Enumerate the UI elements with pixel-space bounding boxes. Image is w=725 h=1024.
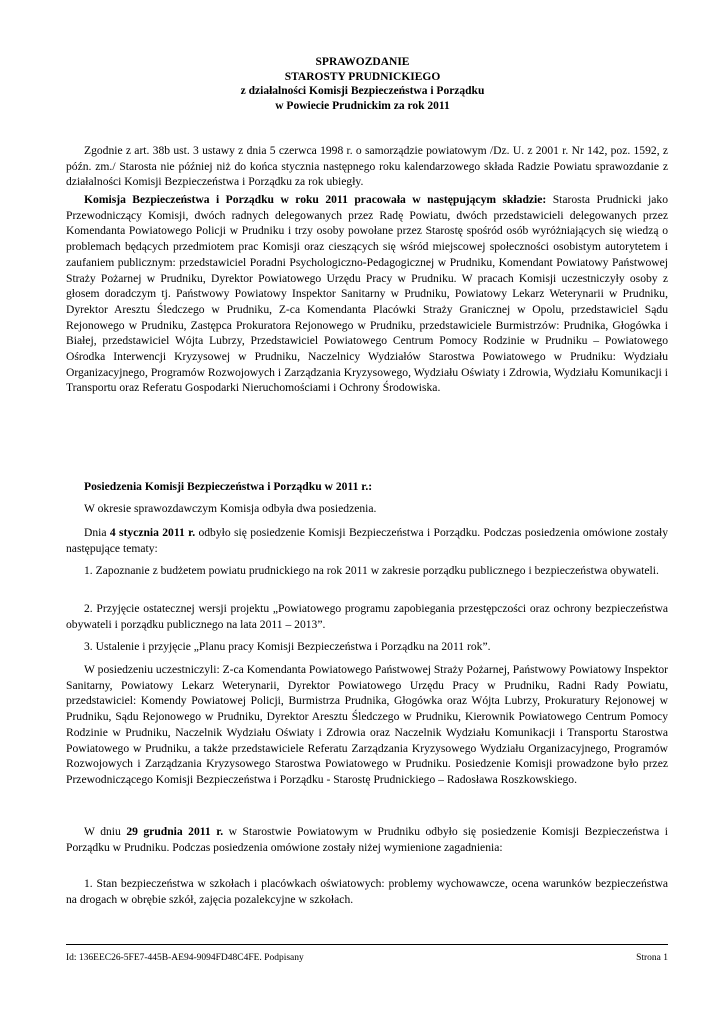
meeting-1-text: odbyło się posiedzenie Komisji Bezpieczeństwa i Porządku. Podczas posiedzenia omówione zostały następujące tematy: (66, 526, 669, 555)
meetings-intro: W okresie sprawozdawczym Komisja odbyła dwa posiedzenia. (84, 502, 377, 515)
meetings-heading: Posiedzenia Komisji Bezpieczeństwa i Porządku w 2011 r.: (84, 480, 373, 493)
title-line-3: z działalności Komisji Bezpieczeństwa i Porządku (240, 85, 485, 97)
meeting-2-date: 29 grudnia 2011 r. (126, 825, 224, 838)
footer-divider (66, 944, 668, 945)
title-line-4: w Powiecie Prudnickim za rok 2011 (275, 99, 450, 112)
document-id: Id: 136EEC26-5FE7-445B-AE94-9094FD48C4FE. Podpisany (66, 953, 304, 963)
meeting-1-prefix: Dnia (84, 526, 110, 539)
meeting-2-item-1: 1. Stan bezpieczeństwa w szkołach i placówkach oświatowych: problemy wychowawcze, ocena warunków bezpieczeństwa na drogach w obrębie szkół, zajęcia pozalekcyjne w szkołach. (66, 877, 668, 906)
meeting-1-date: 4 stycznia 2011 r. (109, 526, 196, 539)
document-title (60, 55, 665, 113)
title-line-2: STAROSTY PRUDNICKIEGO (284, 70, 441, 83)
meeting-2-prefix: W dniu (84, 825, 127, 838)
composition-lead: Komisja Bezpieczeństwa i Porządku w roku 2011 pracowała w następującym składzie: (84, 193, 547, 206)
composition-text: Starosta Prudnicki jako Przewodniczący Komisji, dwóch radnych delegowanych przez Radę Powiatu, dwóch przedstawicieli delegowanych przez Komendanta Powiatowego Policji w Prudniku i trzy osoby powołane przez Starostę spośród osób wyróżniających się wiedzą o problemach będących przedmiotem prac Komisji oraz cieszących się wśród miejscowej społeczności osobistym autorytetem i zaufaniem publicznym: przedstawiciel Poradni Psychologiczno-Pedagogicznej w Prudniku, Komendant Powiatowy Państwowej Straży Pożarnej w Prudniku, Dyrektor Powiatowego Urzędu Pracy w Prudniku. W pracach Komisji uczestniczyły osoby z głosem doradczym tj. Państwowy Powiatowy Inspektor Sanitarny w Prudniku, Powiatowy Lekarz Weterynarii w Prudniku, Dyrektor Aresztu Śledczego w Prudniku, Z-ca Komendanta Placówki Straży Granicznej w Opolu, przedstawiciel Sądu Rejonowego w Prudniku, Zastępca Prokuratora Rejonowego w Prudniku, przedstawiciele Burmistrzów: Prudnika, Głogówka i Białej, przedstawiciel Wójta Lubrzy, Przedstawiciel Powiatowego Centrum Pomocy Rodzinie w Prudniku – Powiatowego Ośrodka Interwencji Kryzysowej w Prudniku, Naczelnicy Wydziałów Starostwa Powiatowego w Prudniku: Wydziału Organizacyjnego, Programów Rozwojowych i Zarządzania Kryzysowego, Wydziału Oświaty i Zdrowia, Wydziału Komunikacji i Transportu oraz Referatu Gospodarki Nieruchomościami i Ochrony Środowiska. (66, 193, 668, 395)
meeting-1-item-2: 2. Przyjęcie ostatecznej wersji projektu „Powiatowego programu zapobiegania przestępczości oraz ochrony bezpieczeństwa obywateli i porządku publicznego na lata 2011 – 2013”. (66, 602, 668, 631)
title-line-1: SPRAWOZDANIE (315, 56, 410, 68)
meeting-1-participants: W posiedzeniu uczestniczyli: Z-ca Komendanta Powiatowego Państwowej Straży Pożarnej, Państwowy Powiatowy Inspektor Sanitarny, Powiatowy Lekarz Weterynarii, Dyrektor Powiatowego Urzędu Pracy w Prudniku, Radni Rady Powiatu, przedstawiciel: Komendy Powiatowej Policji, Burmistrza Prudnika, Głogówka oraz Wójta Lubrzy, Prokuratury Rejonowej w Prudniku, Sądu Rejonowego w Prudniku, Dyrektor Aresztu Śledczego w Prudniku, Kierownik Powiatowego Centrum Pomocy Rodzinie w Prudniku, Naczelnik Wydziału Oświaty i Zdrowia oraz Naczelnik Wydziału Komunikacji i Transportu Starostwa Powiatowego w Prudniku, a także przedstawiciele Referatu Zarządzania Kryzysowego Wydziału Organizacyjnego, Programów Rozwojowych i Zarządzania Kryzysowego Starostwa Powiatowego w Prudniku. Posiedzenie Komisji prowadzone było przez Przewodniczącego Komisji Bezpieczeństwa i Porządku - Starostę Prudnickiego – Radosława Roszkowskiego. (66, 663, 668, 786)
meeting-1-paragraph (66, 525, 668, 556)
intro-paragraph: Zgodnie z art. 38b ust. 3 ustawy z dnia 5 czerwca 1998 r. o samorządzie powiatowym /Dz. U. z 2001 r. Nr 142, poz. 1592, z późn. zm./ Starosta nie później niż do końca stycznia następnego roku kalendarzowego składa Radzie Powiatu sprawozdanie z działalności Komisji Bezpieczeństwa i Porządku za rok ubiegły. (66, 144, 668, 189)
page-footer (66, 952, 668, 964)
page-number: Strona 1 (636, 953, 668, 963)
meeting-1-item-3: 3. Ustalenie i przyjęcie „Planu pracy Komisji Bezpieczeństwa i Porządku na 2011 rok”. (84, 640, 491, 653)
meeting-2-paragraph (66, 824, 668, 855)
meeting-1-item-1: 1. Zapoznanie z budżetem powiatu prudnickiego na rok 2011 w zakresie porządku publicznego i bezpieczeństwa obywateli. (84, 564, 659, 577)
meeting-2-text: w Starostwie Powiatowym w Prudniku odbyło się posiedzenie Komisji Bezpieczeństwa i Porządku w Prudniku. Podczas posiedzenia omówione zostały niżej wymienione zagadnienia: (66, 825, 668, 854)
composition-paragraph (66, 192, 668, 396)
